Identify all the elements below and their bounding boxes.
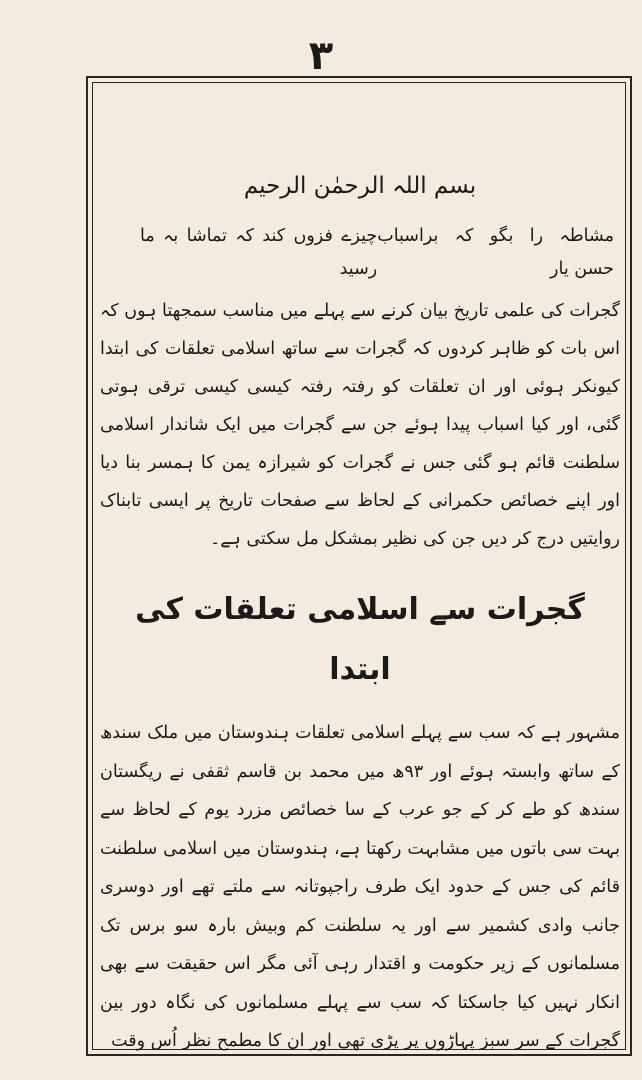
page-text [100,166,620,1051]
section-heading: گجرات سے اسلامی تعلقات کی ابتدا [135,592,585,687]
persian-verse [100,220,620,286]
verse-first-hemistich: مشاطہ را بگو کہ براسباب حسن یار [377,226,614,279]
verse-second-hemistich: چیزے فزوں کند کہ تماشا بہ ما رسید [140,226,378,279]
page-number: ۳ [308,33,334,79]
intro-paragraph: گجرات کی علمی تاریخ بیان کرنے سے پہلے میں مناسب سمجھتا ہوں کہ اس بات کو ظاہر کردوں کہ گجرات سے ساتھ اسلامی تعلقات کی ابتدا کیونکر ہوئی اور ان تعلقات کو رفتہ رفتہ کیسی کیسی ترقی ہوتی گئی، اور کیا اسباب پیدا ہوئے جن سے گجرات میں ایک شاندار اسلامی سلطنت قائم ہو گئی جس نے گجرات کو شیرازہ یمن کا ہمسر بنا دیا اور اپنے خصائص حکمرانی کے لحاظ سے صفحات تاریخ پر ایسی تابناک روایتیں درج کر دیں جن کی نظیر بمشکل مل سکتی ہے۔ [100,301,620,549]
basmala: بسم اللہ الرحمٰن الرحیم [243,173,477,199]
section-paragraph: مشہور ہے کہ سب سے پہلے اسلامی تعلقات ہندوستان میں ملک سندھ کے ساتھ وابستہ ہوئے اور ۹۳ھ میں محمد بن قاسم ثقفی نے ریگستان سندھ کو طے کر کے جو عرب کے سا خصائص مزرد یوم کے لحاظ سے بہت سی باتوں میں مشابہت رکھتا ہے، ہندوستان میں اسلامی سلطنت قائم کی جس کے حدود ایک طرف راجپوتانہ سے ملتے تھے اور دوسری جانب وادی کشمیر سے اور یہ سلطنت کم وبیش بارہ سو برس تک مسلمانوں کے زیر حکومت و اقتدار رہی آئی مگر اس حقیقت سے بھی انکار نہیں کیا جاسکتا کہ سب سے پہلے مسلمانوں کی نگاہ دور بین گجرات کے سر سبز پہاڑوں پر پڑی تھی اور ان کا مطمح نظر اُس وقت [100,723,620,1051]
